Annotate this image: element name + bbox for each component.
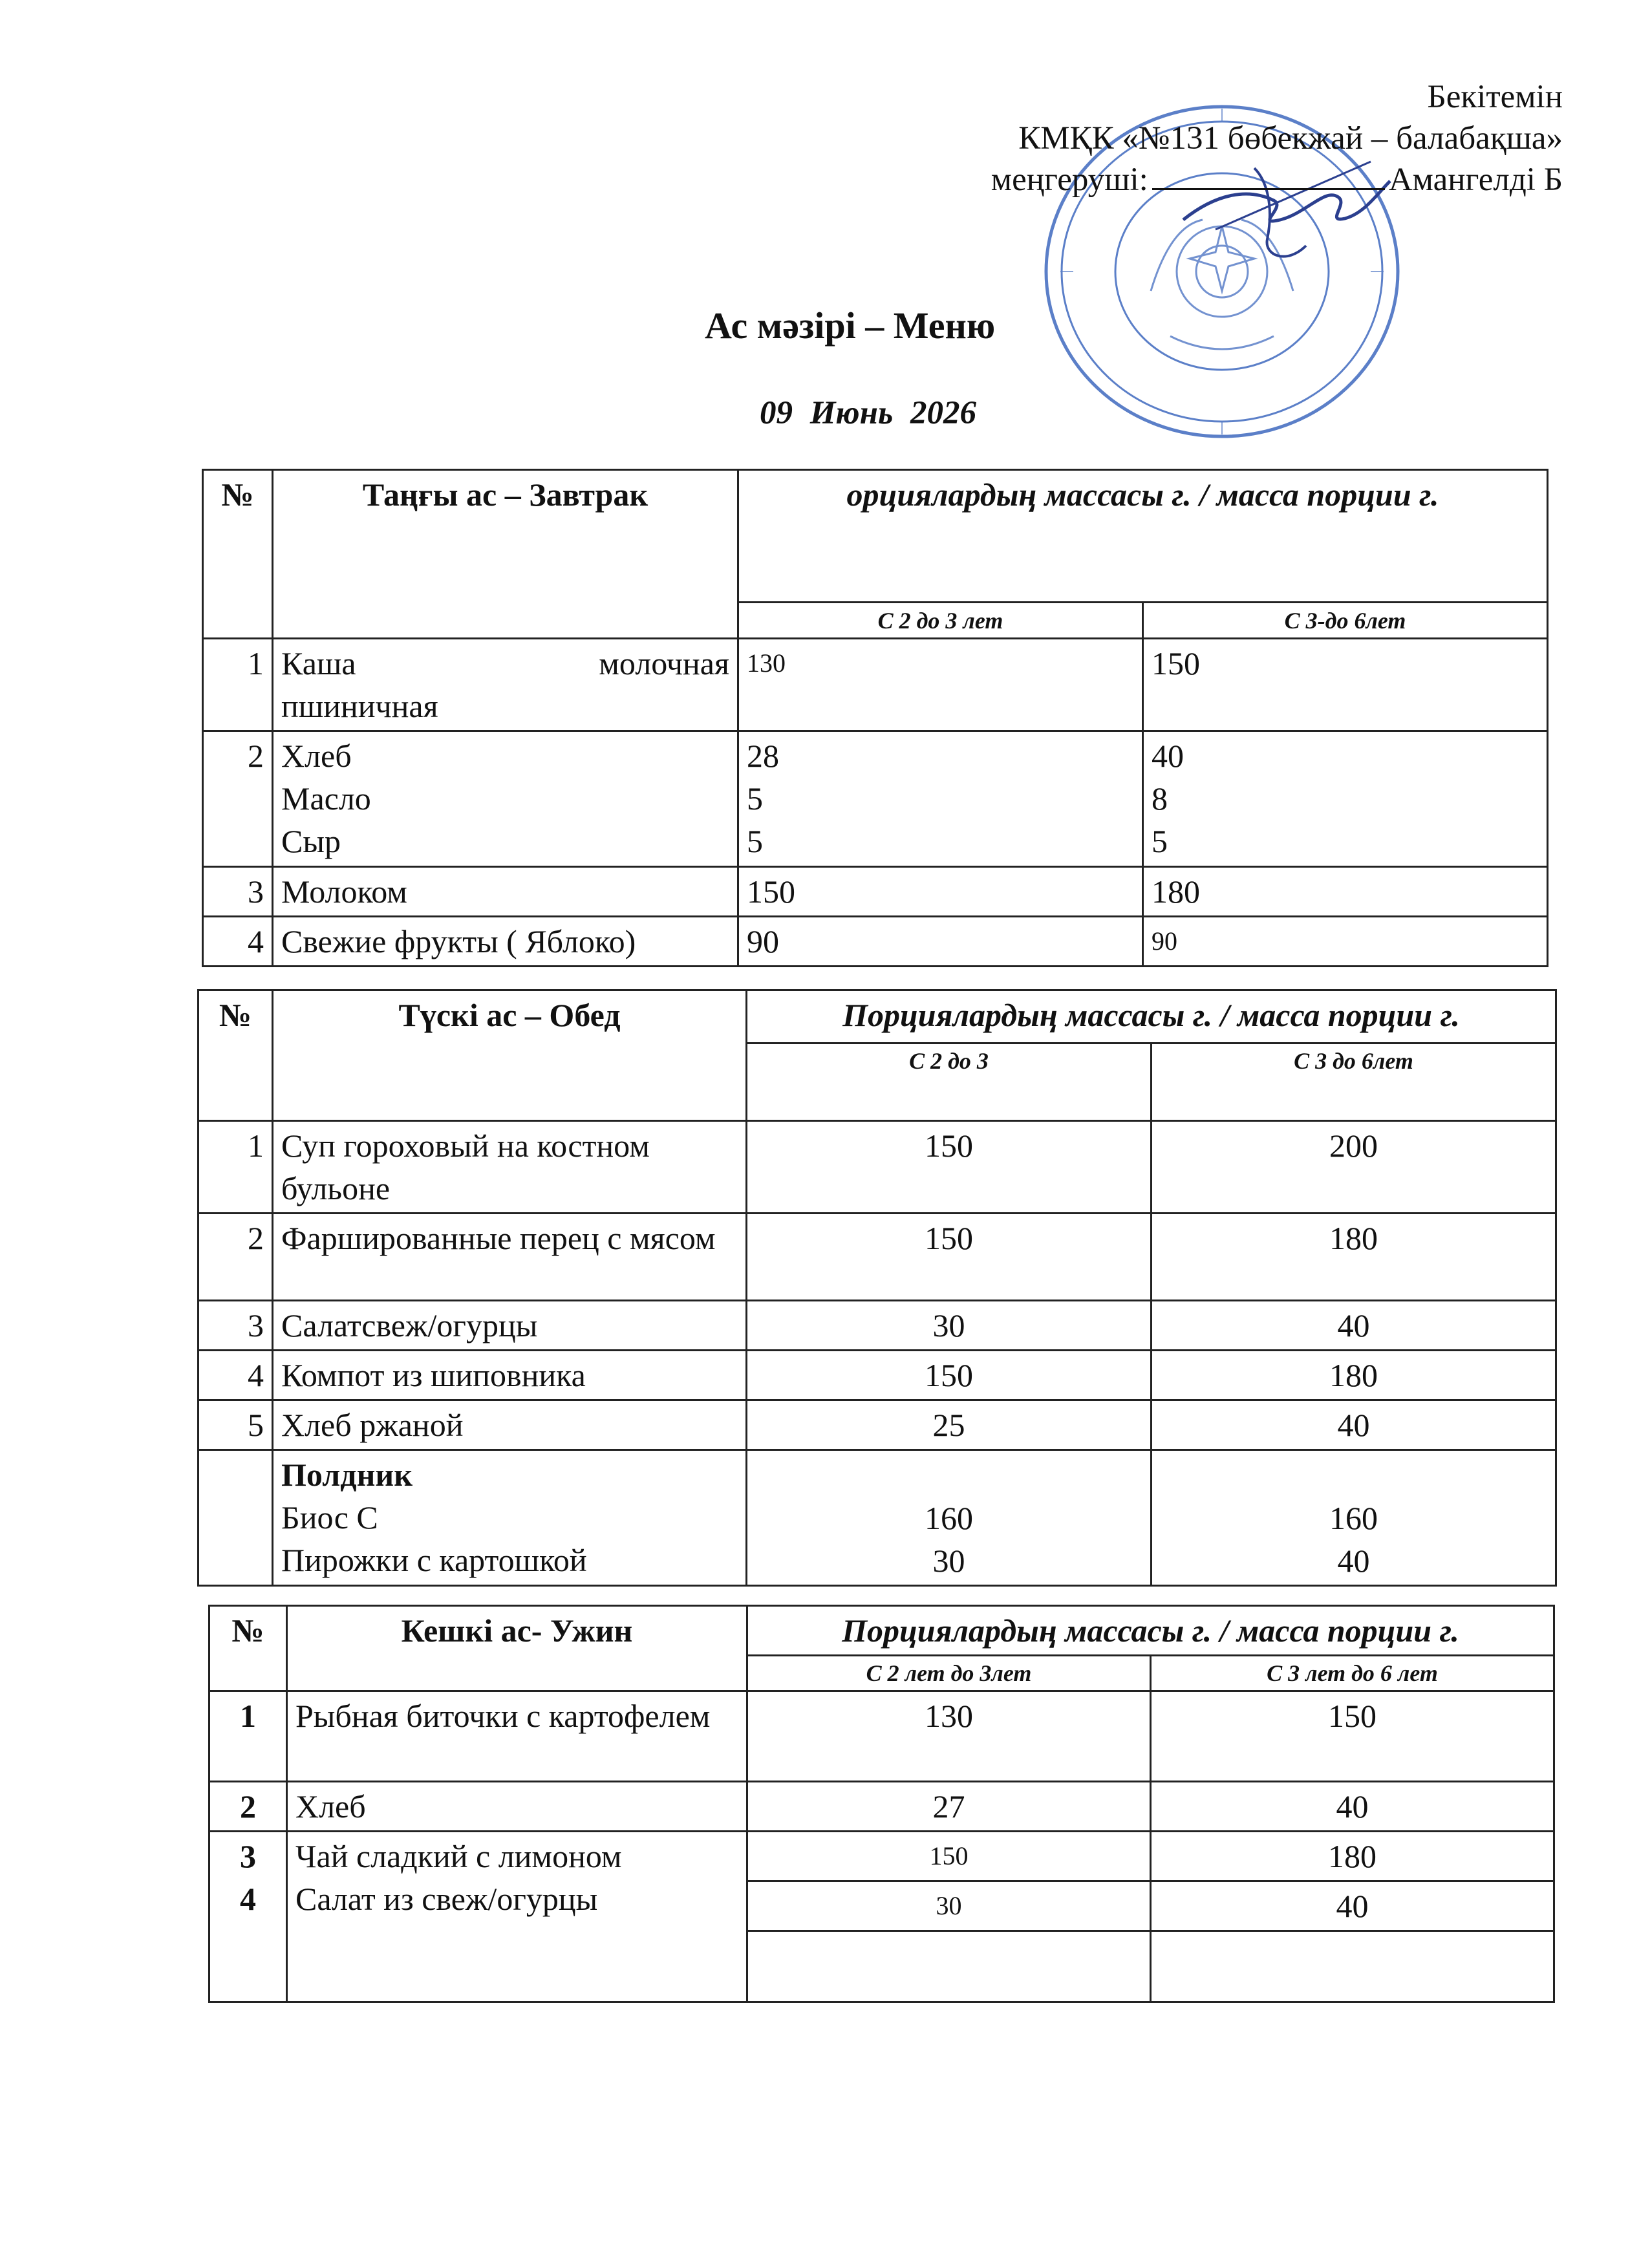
breakfast-col-name: Таңғы ас – Завтрак bbox=[273, 470, 738, 639]
dish-name-part: пшиничная bbox=[281, 688, 438, 724]
row-number: 2 bbox=[203, 731, 273, 867]
snack-items: Биос С Пирожки с картошкой bbox=[281, 1499, 587, 1578]
snack-row bbox=[198, 1450, 1556, 1586]
table-row bbox=[203, 639, 1548, 731]
mass-b: 40 bbox=[1152, 1301, 1556, 1351]
table-row bbox=[203, 917, 1548, 967]
mass-a: 150 bbox=[747, 1214, 1152, 1301]
row-number: 2 bbox=[209, 1782, 287, 1832]
table-row bbox=[198, 1301, 1556, 1351]
lunch-sub-b: С 3 до 6лет bbox=[1152, 1043, 1556, 1121]
row-number: 3 bbox=[198, 1301, 273, 1351]
approve-label: Бекітемін bbox=[1427, 79, 1563, 115]
breakfast-sub-a: С 2 до 3 лет bbox=[738, 603, 1143, 639]
dish-name: Рыбная биточки с картофелем bbox=[287, 1691, 747, 1782]
mass-b: 180 bbox=[1151, 1832, 1554, 1881]
dinner-col-mass: Порциялардың массасы г. / масса порции г. bbox=[747, 1606, 1554, 1656]
row-number-empty bbox=[198, 1450, 273, 1586]
row-number: 3 bbox=[203, 867, 273, 917]
breakfast-col-no: № bbox=[203, 470, 273, 639]
row-number: 4 bbox=[198, 1351, 273, 1400]
table-row bbox=[209, 1782, 1554, 1832]
mass-b: 40 bbox=[1151, 1881, 1554, 1931]
mass-a: 25 bbox=[747, 1400, 1152, 1450]
mass-b: 40 bbox=[1151, 1782, 1554, 1832]
dinner-sub-a: С 2 лет до 3лет bbox=[747, 1656, 1151, 1691]
dish-name: Чай сладкий с лимоном Салат из свеж/огурцы bbox=[287, 1832, 747, 2002]
mass-a: 160 30 bbox=[747, 1450, 1152, 1586]
mass-b: 180 bbox=[1143, 867, 1548, 917]
empty-cell bbox=[747, 1931, 1151, 2002]
mass-b: 150 bbox=[1143, 639, 1548, 731]
table-row bbox=[209, 1832, 1554, 1881]
row-number: 1 bbox=[198, 1121, 273, 1214]
row-number: 5 bbox=[198, 1400, 273, 1450]
row-number: 1 bbox=[203, 639, 273, 731]
dish-name bbox=[273, 639, 738, 731]
mass-b: 180 bbox=[1152, 1351, 1556, 1400]
empty-cell bbox=[1151, 1931, 1554, 2002]
row-number: 4 bbox=[203, 917, 273, 967]
signature-line bbox=[1152, 162, 1385, 190]
breakfast-header-row bbox=[203, 470, 1548, 603]
row-number: 2 bbox=[198, 1214, 273, 1301]
dinner-header-row bbox=[209, 1606, 1554, 1656]
mass-b: 40 bbox=[1152, 1400, 1556, 1450]
table-row bbox=[198, 1400, 1556, 1450]
dish-name-part: молочная bbox=[599, 645, 729, 681]
dish-name: Хлеб Масло Сыр bbox=[273, 731, 738, 867]
mass-b: 40 8 5 bbox=[1143, 731, 1548, 867]
table-row bbox=[198, 1351, 1556, 1400]
page-title: Ас мәзірі – Меню bbox=[705, 305, 996, 347]
mass-a: 150 bbox=[747, 1121, 1152, 1214]
mass-b: 90 bbox=[1143, 917, 1548, 967]
dish-name-part: Каша bbox=[281, 645, 356, 681]
dinner-sub-b: С 3 лет до 6 лет bbox=[1151, 1656, 1554, 1691]
dish-name: Компот из шиповника bbox=[273, 1351, 747, 1400]
table-row bbox=[203, 867, 1548, 917]
mass-a: 130 bbox=[738, 639, 1143, 731]
mass-a: 30 bbox=[747, 1881, 1151, 1931]
dinner-col-name: Кешкі ас- Ужин bbox=[287, 1606, 747, 1691]
table-row bbox=[198, 1214, 1556, 1301]
row-number: 3 4 bbox=[209, 1832, 287, 2002]
mass-a: 130 bbox=[747, 1691, 1151, 1782]
mass-a: 27 bbox=[747, 1782, 1151, 1832]
mass-b: 160 40 bbox=[1152, 1450, 1556, 1586]
mass-b: 180 bbox=[1152, 1214, 1556, 1301]
mass-a: 28 5 5 bbox=[738, 731, 1143, 867]
table-row bbox=[203, 731, 1548, 867]
lunch-col-no: № bbox=[198, 990, 273, 1121]
mass-b: 200 bbox=[1152, 1121, 1556, 1214]
dinner-table bbox=[208, 1605, 1555, 2003]
mass-b: 150 bbox=[1151, 1691, 1554, 1782]
dish-name: Фаршированные перец с мясом bbox=[273, 1214, 747, 1301]
lunch-sub-a: С 2 до 3 bbox=[747, 1043, 1152, 1121]
dish-name: Хлеб ржаной bbox=[273, 1400, 747, 1450]
dish-name: Хлеб bbox=[287, 1782, 747, 1832]
table-row bbox=[198, 1121, 1556, 1214]
lunch-col-name: Түскі ас – Обед bbox=[273, 990, 747, 1121]
breakfast-col-mass: орциялардың массасы г. / масса порции г. bbox=[738, 470, 1548, 603]
mass-a: 150 bbox=[738, 867, 1143, 917]
lunch-col-mass: Порциялардың массасы г. / масса порции г. bbox=[747, 990, 1556, 1043]
head-label: меңгерушi: bbox=[991, 162, 1148, 198]
dish-name: Салатсвеж/огурцы bbox=[273, 1301, 747, 1351]
mass-a: 150 bbox=[747, 1832, 1151, 1881]
head-line bbox=[991, 159, 1563, 200]
row-number: 1 bbox=[209, 1691, 287, 1782]
org-name: КМҚК «№131 бөбекжай – балабақша» bbox=[1018, 120, 1563, 156]
approval-block bbox=[991, 76, 1563, 200]
menu-date: 09 Июнь 2026 bbox=[760, 395, 977, 431]
lunch-header-row bbox=[198, 990, 1556, 1043]
mass-a: 90 bbox=[738, 917, 1143, 967]
snack-title: Полдник bbox=[281, 1457, 413, 1493]
snack-names bbox=[273, 1450, 747, 1586]
lunch-table bbox=[197, 989, 1557, 1587]
mass-a: 150 bbox=[747, 1351, 1152, 1400]
mass-a: 30 bbox=[747, 1301, 1152, 1351]
dish-name: Суп гороховый на костном бульоне bbox=[273, 1121, 747, 1214]
table-row bbox=[209, 1691, 1554, 1782]
dish-name: Молоком bbox=[273, 867, 738, 917]
head-name: Амангелді Б bbox=[1388, 162, 1563, 198]
dinner-col-no: № bbox=[209, 1606, 287, 1691]
breakfast-sub-b: С 3-до 6лет bbox=[1143, 603, 1548, 639]
dish-name: Свежие фрукты ( Яблоко) bbox=[273, 917, 738, 967]
breakfast-table bbox=[202, 469, 1548, 967]
